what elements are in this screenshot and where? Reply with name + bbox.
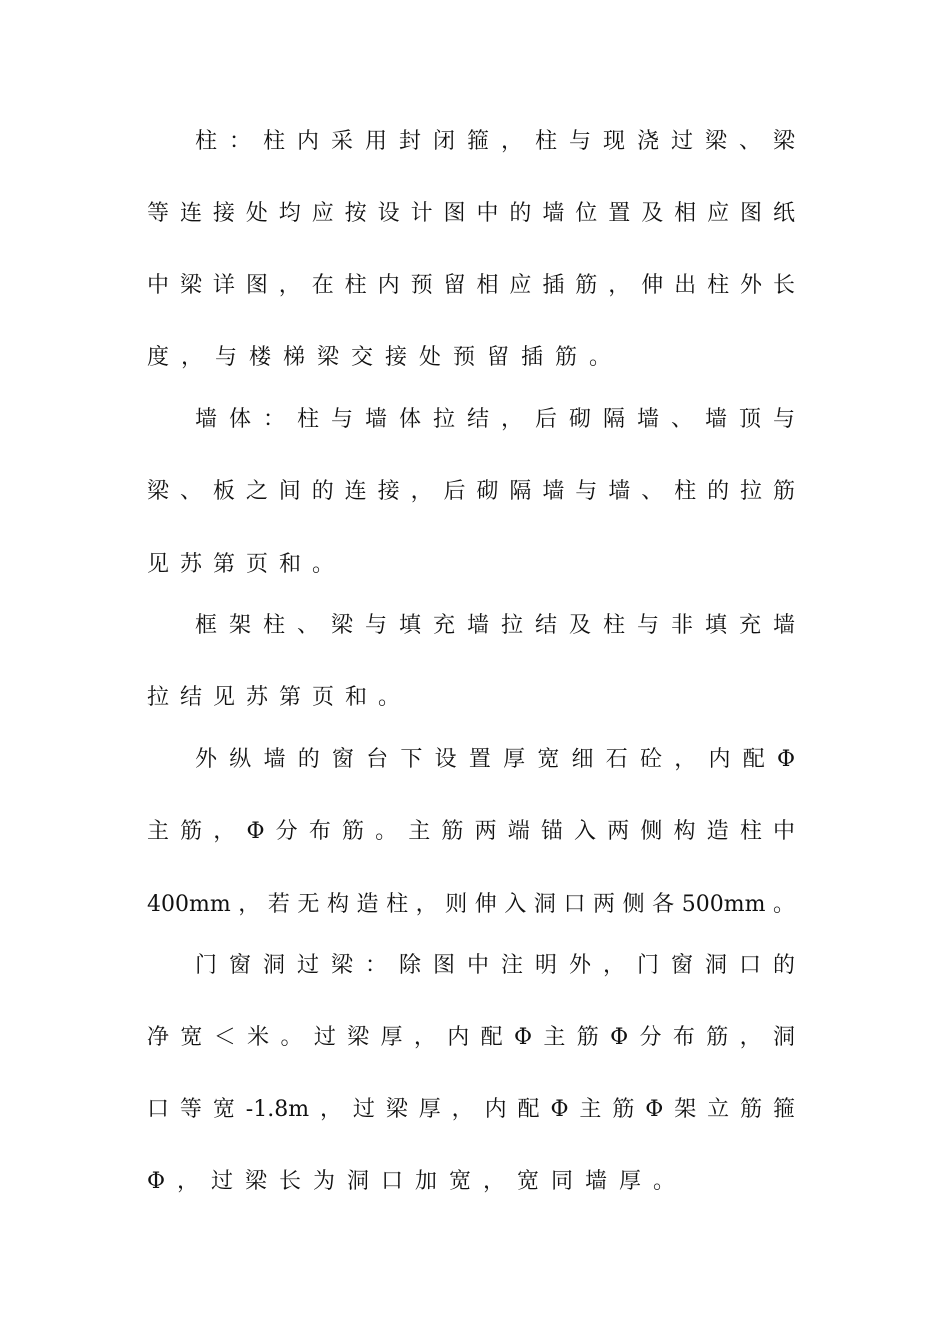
- paragraph-5-line-1: 门窗洞过梁：除图中注明外，门窗洞口的: [195, 953, 795, 978]
- paragraph-2-line-1: 墙体：柱与墙体拉结，后砌隔墙、墙顶与: [195, 407, 795, 432]
- paragraph-4-line-1: 外纵墙的窗台下设置厚宽细石砼，内配Φ: [195, 747, 795, 772]
- paragraph-4-line-2: 主筋，Φ分布筋。主筋两端锚入两侧构造柱中: [147, 819, 795, 844]
- paragraph-1-line-4: 度，与楼梯梁交接处预留插筋。: [147, 345, 624, 370]
- paragraph-1-line-2: 等连接处均应按设计图中的墙位置及相应图纸: [147, 201, 795, 226]
- paragraph-1-line-1: 柱：柱内采用封闭箍，柱与现浇过梁、梁: [195, 129, 795, 154]
- paragraph-4-line-3: 400mm，若无构造柱，则伸入洞口两侧各500mm。: [147, 892, 795, 917]
- paragraph-2-line-3: 见苏第页和。: [147, 552, 346, 577]
- paragraph-3-line-1: 框架柱、梁与填充墙拉结及柱与非填充墙: [195, 613, 795, 638]
- paragraph-5-line-2: 净宽＜米。过梁厚，内配Φ主筋Φ分布筋，洞: [147, 1025, 795, 1050]
- paragraph-5-line-4: Φ，过梁长为洞口加宽，宽同墙厚。: [147, 1169, 688, 1194]
- paragraph-2-line-2: 梁、板之间的连接，后砌隔墙与墙、柱的拉筋: [147, 479, 795, 504]
- paragraph-1-line-3: 中梁详图，在柱内预留相应插筋，伸出柱外长: [147, 273, 795, 298]
- paragraph-5-line-3: 口等宽-1.8m，过梁厚，内配Φ主筋Φ架立筋箍: [147, 1097, 795, 1122]
- paragraph-3-line-2: 拉结见苏第页和。: [147, 685, 412, 710]
